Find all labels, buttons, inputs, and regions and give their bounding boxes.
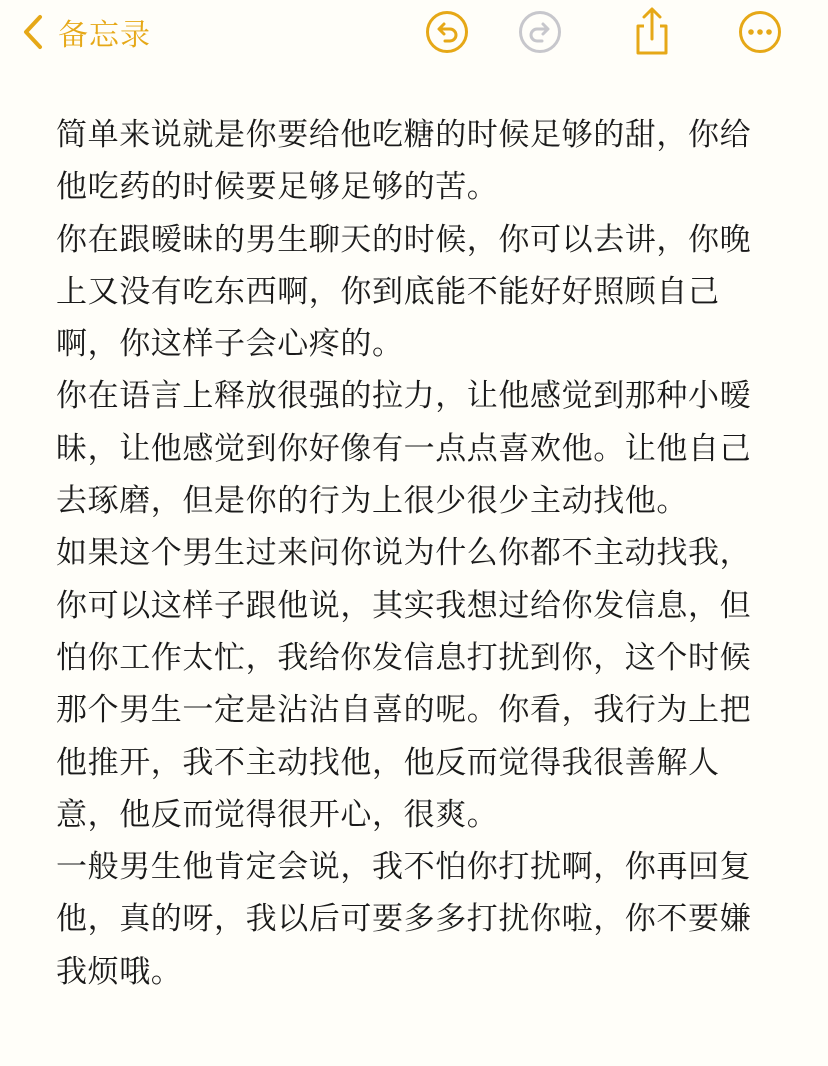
note-paragraph: 简单来说就是你要给他吃糖的时候足够的甜，你给他吃药的时候要足够足够的苦。 [56, 117, 752, 206]
back-button[interactable] [22, 10, 151, 54]
note-paragraph: 一般男生他肯定会说，我不怕你打扰啊，你再回复他，真的呀，我以后可要多多打扰你啦，你不要嫌我烦哦。 [56, 849, 752, 990]
redo-button[interactable] [518, 10, 562, 54]
undo-button[interactable] [425, 10, 469, 54]
redo-icon [518, 10, 562, 54]
undo-icon [425, 10, 469, 54]
note-paragraph: 你在跟暧昧的男生聊天的时候，你可以去讲，你晚上又没有吃东西啊，你到底能不能好好照顾自己啊，你这样子会心疼的。 [56, 221, 752, 363]
share-button[interactable] [630, 6, 674, 56]
more-icon [738, 10, 782, 54]
back-label: 备忘录 [58, 18, 151, 53]
chevron-left-icon [22, 14, 44, 50]
navigation-bar [0, 0, 828, 64]
share-icon [630, 6, 674, 56]
more-button[interactable] [738, 10, 782, 54]
note-body[interactable] [56, 109, 772, 998]
note-paragraph: 如果这个男生过来问你说为什么你都不主动找我，你可以这样子跟他说，其实我想过给你发信息，但怕你工作太忙，我给你发信息打扰到你，这个时候那个男生一定是沾沾自喜的呢。你看，我行为上把他推开，我不主动找他，他反而觉得我很善解人意，他反而觉得很开心，很爽。 [56, 535, 752, 833]
note-paragraph: 你在语言上释放很强的拉力，让他感觉到那种小暧昧，让他感觉到你好像有一点点喜欢他。让他自己去琢磨，但是你的行为上很少很少主动找他。 [56, 378, 752, 520]
